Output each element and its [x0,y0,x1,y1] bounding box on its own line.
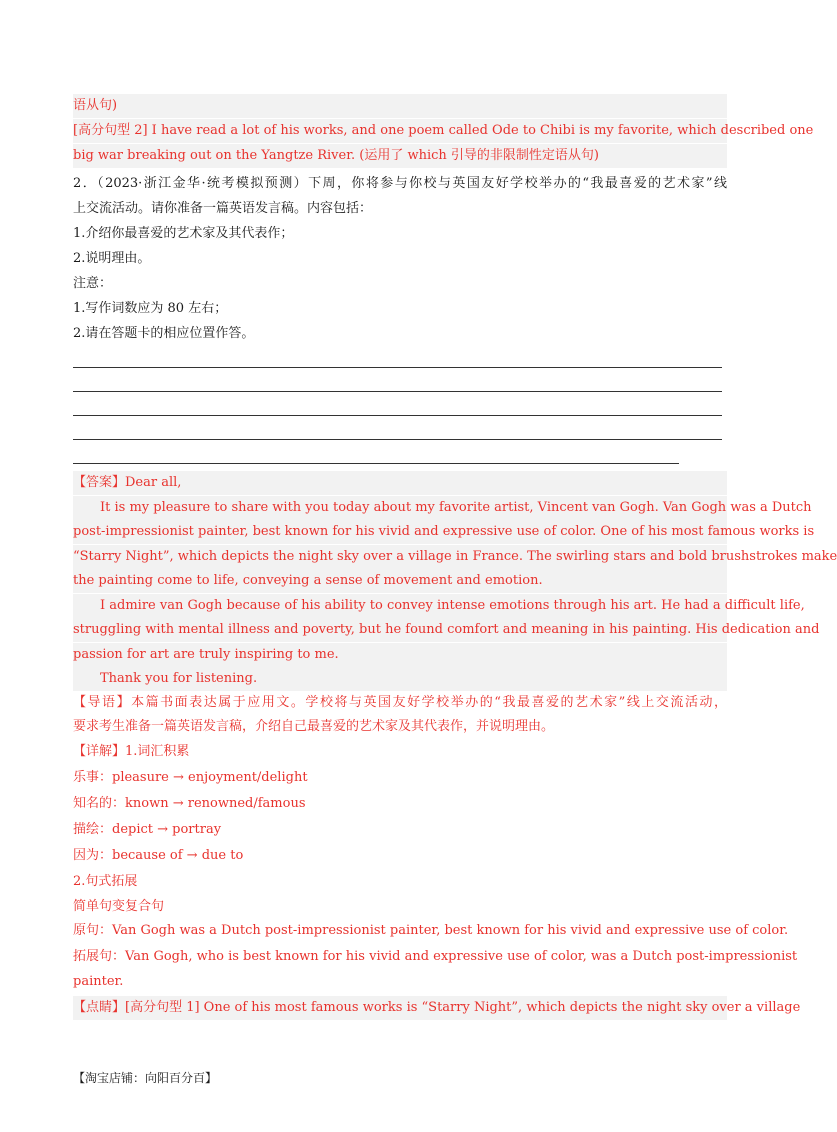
sentence-section-title: 2.句式拓展 [73,874,138,889]
detail-heading: 【详解】1.词汇积累 [73,744,190,759]
question-item-2: 2.说明理由。 [73,251,151,266]
answer-line-4: “Starry Night”, which depicts the night sky over a village in France. The swirling stars and bold brushstrokes make [73,545,727,569]
answer-rule-5 [73,463,679,464]
answer-heading: 【答案】Dear all, [73,471,727,495]
question-line-2: 上交流活动。请你准备一篇英语发言稿。内容包括： [73,201,373,216]
extended-sentence-1: 拓展句：Van Gogh, who is best known for his vivid and expressive use of color, was a Dutch post-impressionist [73,949,798,964]
top-line-1: 语从句) [73,94,727,118]
answer-rule-2 [73,391,722,392]
answer-line-6: I admire van Gogh because of his ability to convey intense emotions through his art. He had a difficult life, [73,594,727,618]
question-item-1: 1.介绍你最喜爱的艺术家及其代表作； [73,226,294,241]
footer-shop-label: 【淘宝店铺：向阳百分百】 [73,1071,218,1085]
answer-rule-3 [73,415,722,416]
vocab-item-3: 描绘：depict → portray [73,822,222,837]
question-note-label: 注意： [73,276,113,291]
question-note-1: 1.写作词数应为 80 左右； [73,301,228,316]
extended-sentence-2: painter. [73,974,124,989]
answer-rule-1 [73,367,722,368]
vocab-item-4: 因为：because of → due to [73,848,244,863]
answer-line-9: Thank you for listening. [73,667,727,691]
answer-line-2: It is my pleasure to share with you today about my favorite artist, Vincent van Gogh. Van Gogh was a Dutch [73,496,727,520]
top-line-2: [高分句型 2] I have read a lot of his works, and one poem called Ode to Chibi is my favorite, which described one [73,119,727,143]
answer-line-3: post-impressionist painter, best known for his vivid and expressive use of color. One of his most famous works is [73,520,727,544]
guide-line-2: 要求考生准备一篇英语发言稿，介绍自己最喜爱的艺术家及其代表作，并说明理由。 [73,719,555,734]
sentence-subtitle: 简单句变复合句 [73,899,165,914]
top-line-3: big war breaking out on the Yangtze River. (运用了 which 引导的非限制性定语从句) [73,144,727,168]
key-point-line: 【点睛】[高分句型 1] One of his most famous works is “Starry Night”, which depicts the night sky over a village [73,996,727,1020]
vocab-item-1: 乐事：pleasure → enjoyment/delight [73,770,308,785]
answer-line-7: struggling with mental illness and poverty, but he found comfort and meaning in his painting. His dedication and [73,618,727,642]
guide-line-1: 【导语】本篇书面表达属于应用文。学校将与英国友好学校举办的“我最喜爱的艺术家”线上交流活动， [73,695,727,710]
answer-line-5: the painting come to life, conveying a sense of movement and emotion. [73,569,727,593]
original-sentence: 原句：Van Gogh was a Dutch post-impressionist painter, best known for his vivid and expressive use of color. [73,923,789,938]
question-note-2: 2.请在答题卡的相应位置作答。 [73,326,255,341]
answer-line-8: passion for art are truly inspiring to me. [73,643,727,667]
vocab-item-2: 知名的：known → renowned/famous [73,796,306,811]
answer-rule-4 [73,439,722,440]
question-line-1: 2．（2023·浙江金华·统考模拟预测）下周，你将参与你校与英国友好学校举办的“我最喜爱的艺术家”线 [73,176,727,191]
